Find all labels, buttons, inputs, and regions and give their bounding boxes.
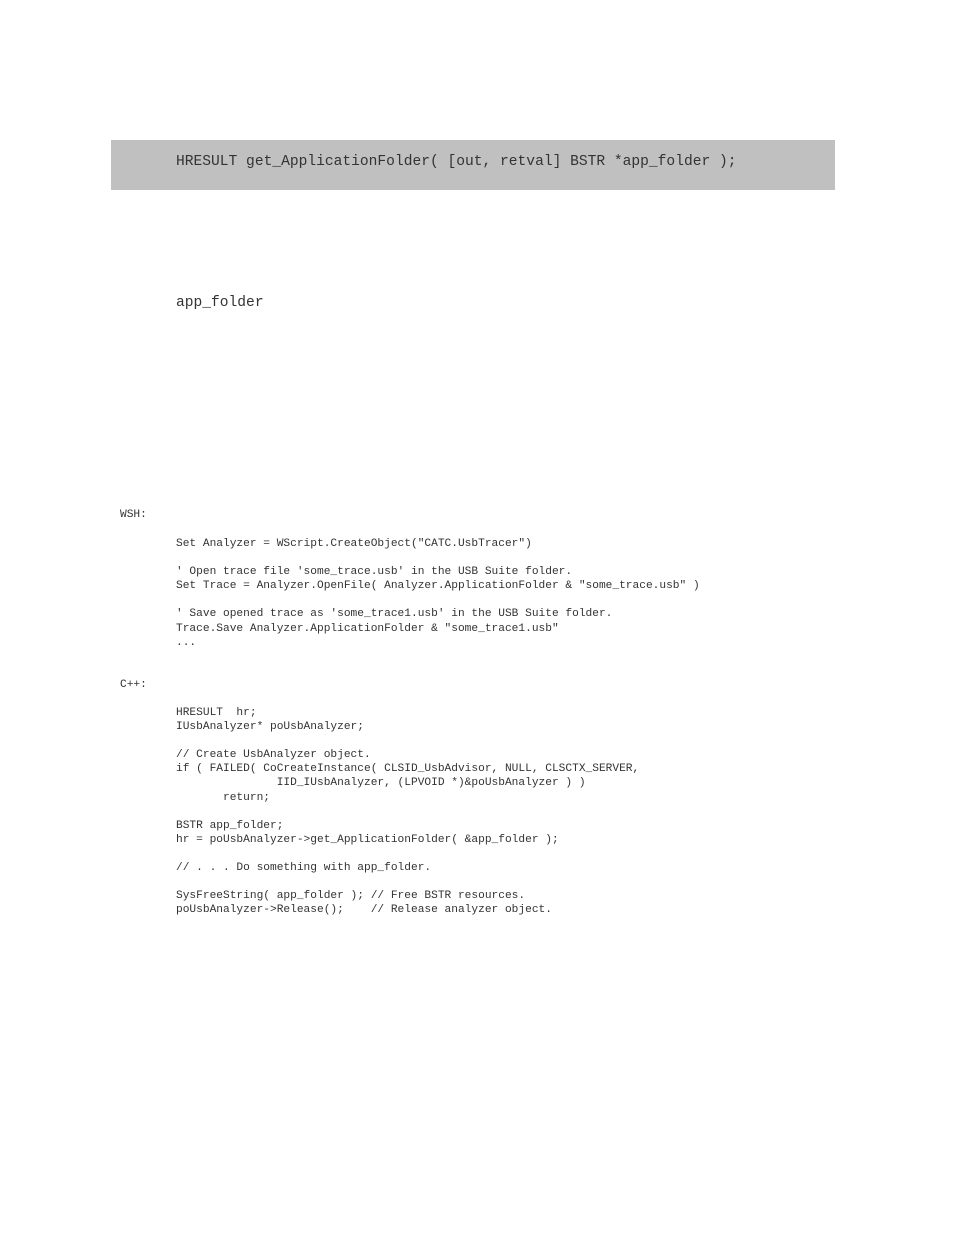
code-line [176,847,639,861]
wsh-example-label: WSH: [120,509,147,521]
code-line: IUsbAnalyzer* poUsbAnalyzer; [176,721,364,734]
code-line: ' Open trace file 'some_trace.usb' in the USB Suite folder. [176,566,573,579]
code-line: Trace.Save Analyzer.ApplicationFolder & "some_trace1.usb" [176,622,559,635]
method-signature: HRESULT get_ApplicationFolder( [out, retval] BSTR *app_folder ); [176,154,737,170]
code-line [176,551,700,565]
code-line: return; [176,791,270,804]
code-line [176,875,639,889]
code-line: IID_IUsbAnalyzer, (LPVOID *)&poUsbAnalyzer ) ) [176,777,586,790]
code-line: poUsbAnalyzer->Release(); // Release analyzer object. [176,904,552,917]
code-line: BSTR app_folder; [176,819,284,832]
wsh-code-block [176,537,700,650]
code-line [176,734,639,748]
cpp-code-block [176,706,639,917]
code-line: ' Save opened trace as 'some_trace1.usb' in the USB Suite folder. [176,608,613,621]
code-line: ... [176,636,197,649]
cpp-example-label: C++: [120,679,147,691]
code-line: // . . . Do something with app_folder. [176,862,432,875]
code-line: if ( FAILED( CoCreateInstance( CLSID_UsbAdvisor, NULL, CLSCTX_SERVER, [176,763,640,776]
code-line [176,805,639,819]
code-line: SysFreeString( app_folder ); // Free BSTR resources. [176,890,526,903]
method-signature-box [111,140,835,190]
code-line: Set Analyzer = WScript.CreateObject("CATC.UsbTracer") [176,538,532,550]
code-line: hr = poUsbAnalyzer->get_ApplicationFolder( &app_folder ); [176,833,559,846]
code-line [176,593,700,607]
code-line: // Create UsbAnalyzer object. [176,749,371,762]
parameter-name: app_folder [176,295,264,311]
code-line: Set Trace = Analyzer.OpenFile( Analyzer.ApplicationFolder & "some_trace.usb" ) [176,580,700,593]
code-line: HRESULT hr; [176,707,257,719]
